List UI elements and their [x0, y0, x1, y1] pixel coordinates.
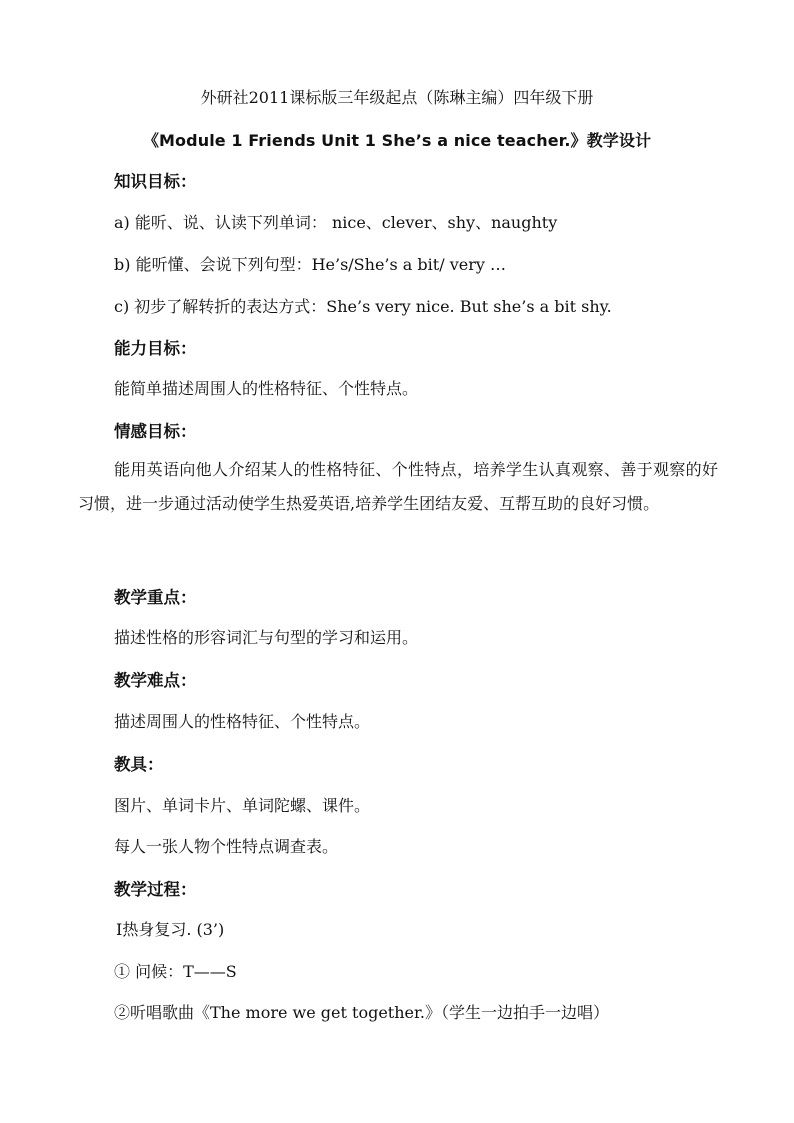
focus-heading: 教学重点：: [114, 588, 197, 607]
doc-title: 《Module 1 Friends Unit 1 She’s a nice teacher.》教学设计: [142, 131, 652, 150]
tools-line-2: 每人一张人物个性特点调查表。: [114, 837, 339, 856]
difficulty-heading: 教学难点：: [114, 671, 197, 690]
knowledge-item-a: a) 能听、说、认读下列单词： nice、clever、shy、naughty: [114, 213, 558, 232]
tools-heading: 教具：: [114, 755, 164, 774]
ability-text: 能简单描述周围人的性格特征、个性特点。: [114, 379, 419, 398]
knowledge-item-b: b) 能听懂、会说下列句型：He’s/She’s a bit/ very …: [114, 255, 506, 274]
knowledge-item-c: c) 初步了解转折的表达方式：She’s very nice. But she’s a bit shy.: [114, 297, 612, 316]
difficulty-text: 描述周围人的性格特征、个性特点。: [114, 712, 371, 731]
emotion-paragraph: 能用英语向他人介绍某人的性格特征、个性特点，培养学生认真观察、善于观察的好习惯，进一步通过活动使学生热爱英语,培养学生团结友爱、互帮互助的良好习惯。: [78, 460, 718, 513]
emotion-heading: 情感目标：: [114, 422, 197, 441]
tools-line-1: 图片、单词卡片、单词陀螺、课件。: [114, 796, 371, 815]
knowledge-heading: 知识目标：: [114, 172, 197, 191]
focus-text: 描述性格的形容词汇与句型的学习和运用。: [114, 628, 419, 647]
process-heading: 教学过程：: [114, 880, 197, 899]
process-step-1: Ⅰ热身复习. (3’): [116, 920, 225, 939]
ability-heading: 能力目标：: [114, 339, 197, 358]
doc-header: 外研社2011课标版三年级起点（陈琳主编）四年级下册: [200, 88, 594, 107]
process-step-1b: ②听唱歌曲《The more we get together.》（学生一边拍手一边唱）: [114, 1003, 609, 1022]
process-step-1a: ① 问候：T——S: [114, 962, 237, 981]
